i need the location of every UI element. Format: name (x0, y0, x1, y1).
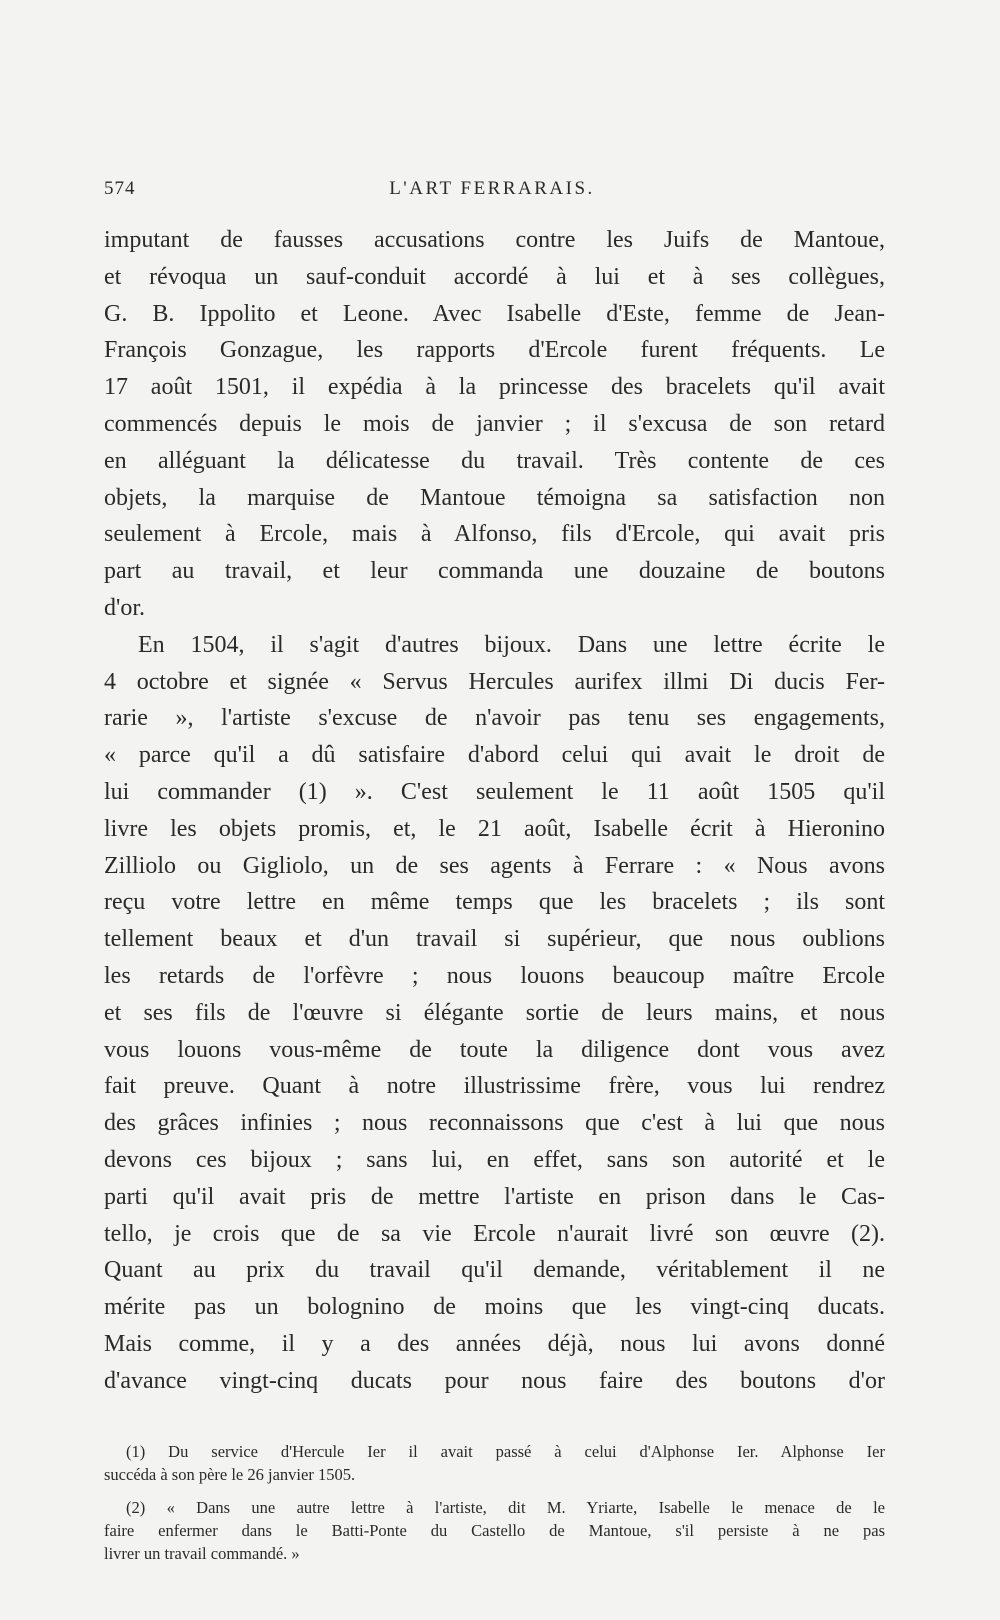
text-line: commencés depuis le mois de janvier ; il s'excusa de son retard (104, 410, 885, 437)
text-line: objets, la marquise de Mantoue témoigna sa satisfaction non (104, 484, 885, 511)
text-line: les retards de l'orfèvre ; nous louons beaucoup maître Ercole (104, 962, 885, 989)
text-line: en alléguant la délicatesse du travail. Très contente de ces (104, 447, 885, 474)
footnote-1 (104, 1440, 885, 1486)
text-line: rarie », l'artiste s'excuse de n'avoir pas tenu ses engagements, (104, 705, 885, 732)
text-line: reçu votre lettre en même temps que les bracelets ; ils sont (104, 889, 885, 916)
footnotes (104, 1440, 885, 1565)
text-line: François Gonzague, les rapports d'Ercole furent fréquents. Le (104, 337, 885, 364)
text-line: et révoqua un sauf-conduit accordé à lui et à ses collègues, (104, 263, 885, 290)
running-title: L'ART FERRARAIS. (389, 178, 595, 199)
footnote-line: (1) Du service d'Hercule Ier il avait passé à celui d'Alphonse Ier. Alphonse Ier (126, 1442, 885, 1461)
text-line: d'or. (104, 594, 145, 621)
running-head (104, 178, 880, 206)
text-line: mérite pas un bolognino de moins que les vingt-cinq ducats. (104, 1294, 885, 1321)
text-line: tellement beaux et d'un travail si supérieur, que nous oublions (104, 926, 885, 953)
text-line: seulement à Ercole, mais à Alfonso, fils d'Ercole, qui avait pris (104, 521, 885, 548)
text-line: vous louons vous-même de toute la diligence dont vous avez (104, 1036, 885, 1063)
text-line: part au travail, et leur commanda une douzaine de boutons (104, 558, 885, 585)
text-line: Mais comme, il y a des années déjà, nous lui avons donné (104, 1330, 885, 1357)
footnote-line: faire enfermer dans le Batti-Ponte du Castello de Mantoue, s'il persiste à ne pas (104, 1521, 885, 1540)
text-line: 17 août 1501, il expédia à la princesse des bracelets qu'il avait (104, 374, 885, 401)
text-line: et ses fils de l'œuvre si élégante sortie de leurs mains, et nous (104, 999, 885, 1026)
text-line: tello, je crois que de sa vie Ercole n'aurait livré son œuvre (2). (104, 1220, 885, 1247)
text-line: d'avance vingt-cinq ducats pour nous faire des boutons d'or (104, 1367, 885, 1394)
footnote-2 (104, 1496, 885, 1565)
text-line: livre les objets promis, et, le 21 août, Isabelle écrit à Hieronino (104, 815, 885, 842)
text-line: devons ces bijoux ; sans lui, en effet, sans son autorité et le (104, 1146, 885, 1173)
text-line: fait preuve. Quant à notre illustrissime frère, vous lui rendrez (104, 1073, 885, 1100)
footnote-line: succéda à son père le 26 janvier 1505. (104, 1465, 356, 1484)
text-line: Quant au prix du travail qu'il demande, véritablement il ne (104, 1257, 885, 1284)
text-line: « parce qu'il a dû satisfaire d'abord celui qui avait le droit de (104, 742, 885, 769)
text-line: imputant de fausses accusations contre les Juifs de Mantoue, (104, 227, 885, 253)
text-line: G. B. Ippolito et Leone. Avec Isabelle d'Este, femme de Jean- (104, 300, 885, 327)
text-line: des grâces infinies ; nous reconnaissons que c'est à lui que nous (104, 1110, 885, 1137)
footnote-line: livrer un travail commandé. » (104, 1544, 300, 1563)
text-line: lui commander (1) ». C'est seulement le 11 août 1505 qu'il (104, 778, 885, 805)
page-number: 574 (104, 178, 136, 199)
footnote-spacer (104, 1486, 885, 1496)
footnote-line: (2) « Dans une autre lettre à l'artiste, dit M. Yriarte, Isabelle le menace de le (126, 1498, 885, 1517)
body-text (104, 222, 885, 1400)
text-line: parti qu'il avait pris de mettre l'artiste en prison dans le Cas- (104, 1183, 885, 1210)
text-line: En 1504, il s'agit d'autres bijoux. Dans une lettre écrite le (138, 631, 885, 658)
text-line: Zilliolo ou Gigliolo, un de ses agents à Ferrare : « Nous avons (104, 852, 885, 879)
text-line: 4 octobre et signée « Servus Hercules aurifex illmi Di ducis Fer- (104, 668, 885, 695)
